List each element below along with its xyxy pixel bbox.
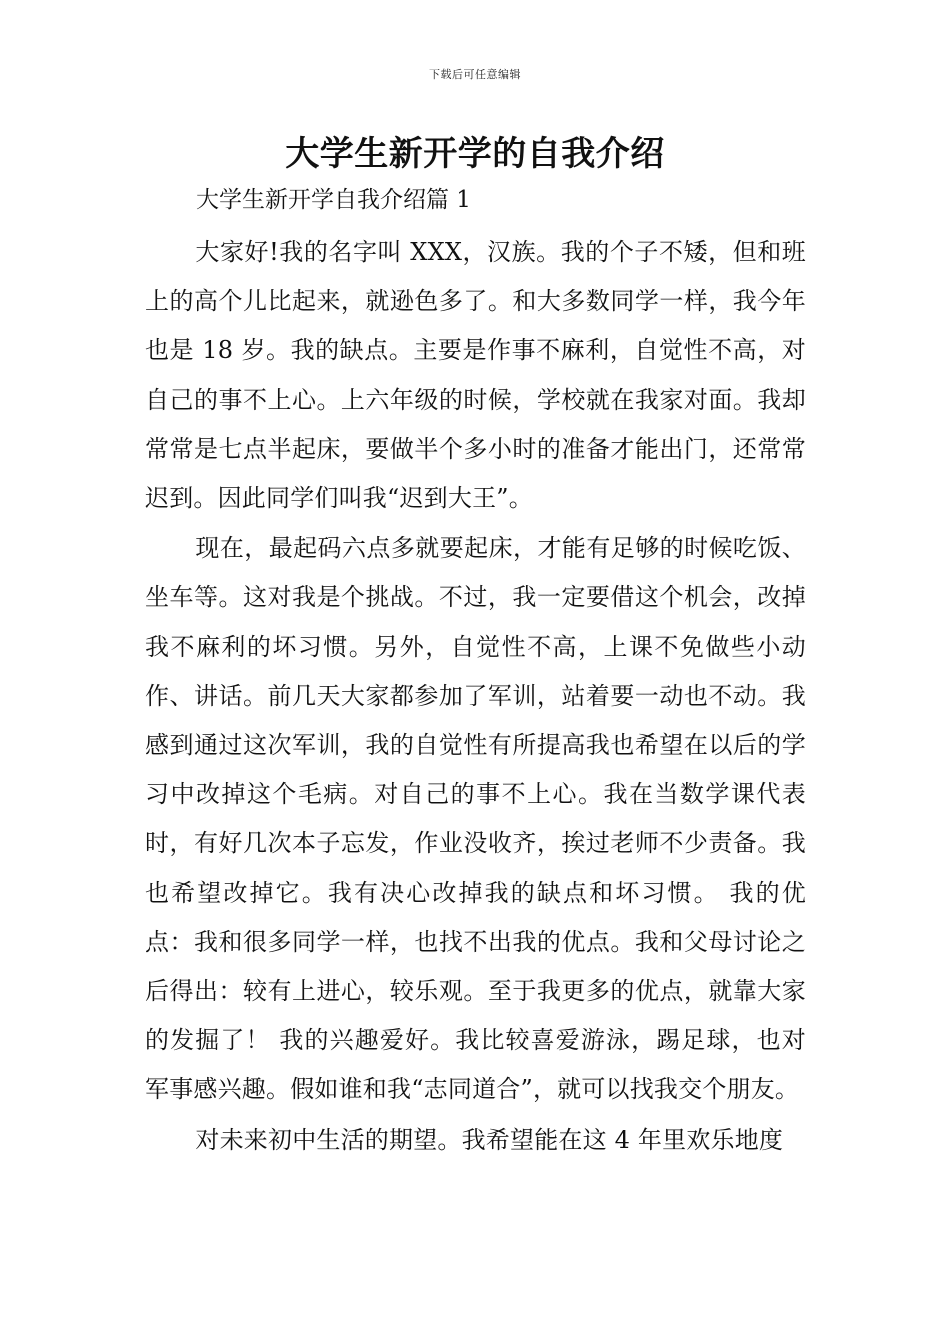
- section-heading: 大学生新开学自我介绍篇 1: [196, 187, 471, 213]
- paragraph-2: 现在，最起码六点多就要起床，才能有足够的时候吃饭、坐车等。这对我是个挑战。不过，我一定要借这个机会，改掉我不麻利的坏习惯。另外，自觉性不高，上课不免做些小动作、讲话。前几天大家都参加了军训，站着要一动也不动。我感到通过这次军训，我的自觉性有所提高我也希望在以后的学习中改掉这个毛病。对自己的事不上心。我在当数学课代表时，有好几次本子忘发，作业没收齐，挨过老师不少责备。我也希望改掉它。我有决心改掉我的缺点和坏习惯。 我的优点：我和很多同学一样，也找不出我的优点。我和父母讨论之后得出：较有上进心，较乐观。至于我更多的优点，就靠大家的发掘了！ 我的兴趣爱好。我比较喜爱游泳，踢足球，也对军事感兴趣。假如谁和我“志同道合”，就可以找我交个朋友。: [145, 534, 806, 1104]
- document-body: [145, 228, 806, 1166]
- document-title: 大学生新开学的自我介绍: [285, 134, 665, 174]
- paragraph-3: 对未来初中生活的期望。我希望能在这 4 年里欢乐地度: [195, 1125, 784, 1154]
- paragraph-1: 大家好!我的名字叫 XXX，汉族。我的个子不矮，但和班上的高个儿比起来，就逊色多了。和大多数同学一样，我今年也是 18 岁。我的缺点。主要是作事不麻利，自觉性不高，对自己的事不上心。上六年级的时候，学校就在我家对面。我却常常是七点半起床，要做半个多小时的准备才能出门，还常常迟到。因此同学们叫我“迟到大王”。: [145, 238, 806, 513]
- page-header-note: 下载后可任意编辑: [429, 68, 521, 81]
